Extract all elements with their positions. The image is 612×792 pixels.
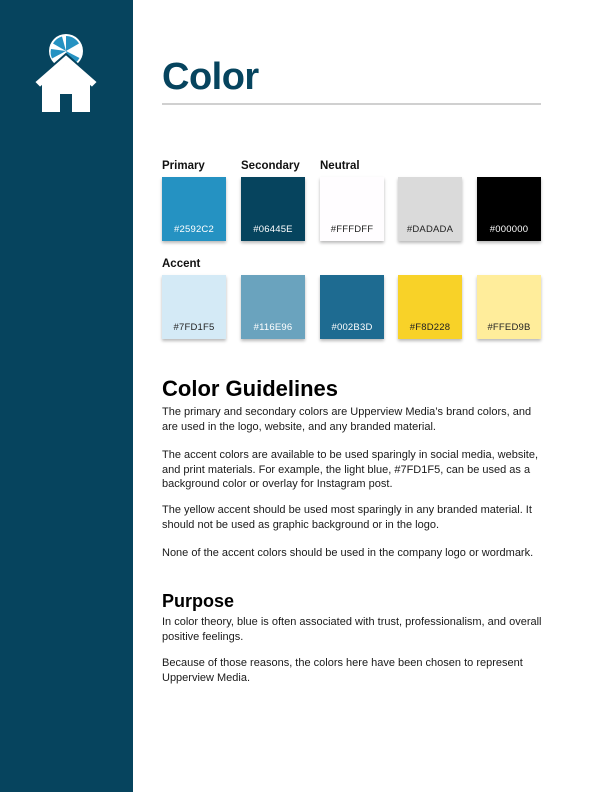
- swatch-neutral-black: [477, 177, 541, 241]
- guidelines-heading: Color Guidelines: [162, 376, 339, 401]
- swatch-code: #2592C2: [174, 224, 214, 235]
- swatch-accent-mid-blue: [241, 275, 305, 339]
- swatch-accent-light-blue: [162, 275, 226, 339]
- purpose-paragraph-1: In color theory, blue is often associated with trust, professionalism, and overall positive feelings.: [162, 616, 542, 643]
- swatch-primary: [162, 177, 226, 241]
- swatch-code: #FFFDFF: [330, 224, 374, 235]
- guidelines-paragraph-2: The accent colors are available to be used sparingly in social media, website, and print materials. For example, the light blue, #7FD1F5, can be used as a background color or overlay for Instagram post.: [162, 449, 539, 491]
- swatch-code: #116E96: [253, 322, 293, 333]
- guidelines-paragraph-1: The primary and secondary colors are Upperview Media’s brand colors, and are used in the logo, website, and any branded material.: [162, 406, 532, 433]
- swatch-secondary: [241, 177, 305, 241]
- swatch-neutral-white: [320, 177, 384, 241]
- purpose-paragraph-2: Because of those reasons, the colors here have been chosen to represent Upperview Media.: [162, 657, 523, 684]
- guidelines-paragraph-4: None of the accent colors should be used in the company logo or wordmark.: [162, 547, 534, 559]
- swatch-neutral-gray: [398, 177, 462, 241]
- swatch-code: #F8D228: [409, 322, 451, 333]
- swatch-code: #DADADA: [406, 224, 454, 235]
- page-title: Color: [162, 56, 259, 98]
- purpose-heading: Purpose: [162, 591, 235, 611]
- swatch-accent-pale-yellow: [477, 275, 541, 339]
- swatch-accent-yellow: [398, 275, 462, 339]
- house-aperture-logo-icon: [32, 34, 100, 114]
- title-divider: [162, 103, 541, 105]
- swatch-code: #000000: [489, 224, 529, 235]
- label-primary: Primary: [162, 160, 205, 172]
- swatch-code: #7FD1F5: [173, 322, 215, 333]
- label-neutral: Neutral: [320, 160, 360, 172]
- label-secondary: Secondary: [241, 160, 300, 172]
- swatch-code: #06445E: [253, 224, 293, 235]
- guidelines-paragraph-3: The yellow accent should be used most sparingly in any branded material. It should not be used as graphic background or in the logo.: [162, 504, 532, 531]
- swatch-accent-deep-blue: [320, 275, 384, 339]
- swatch-code: #FFED9B: [487, 322, 531, 333]
- label-accent: Accent: [162, 258, 201, 270]
- sidebar: [0, 0, 133, 792]
- swatch-code: #002B3D: [331, 322, 373, 333]
